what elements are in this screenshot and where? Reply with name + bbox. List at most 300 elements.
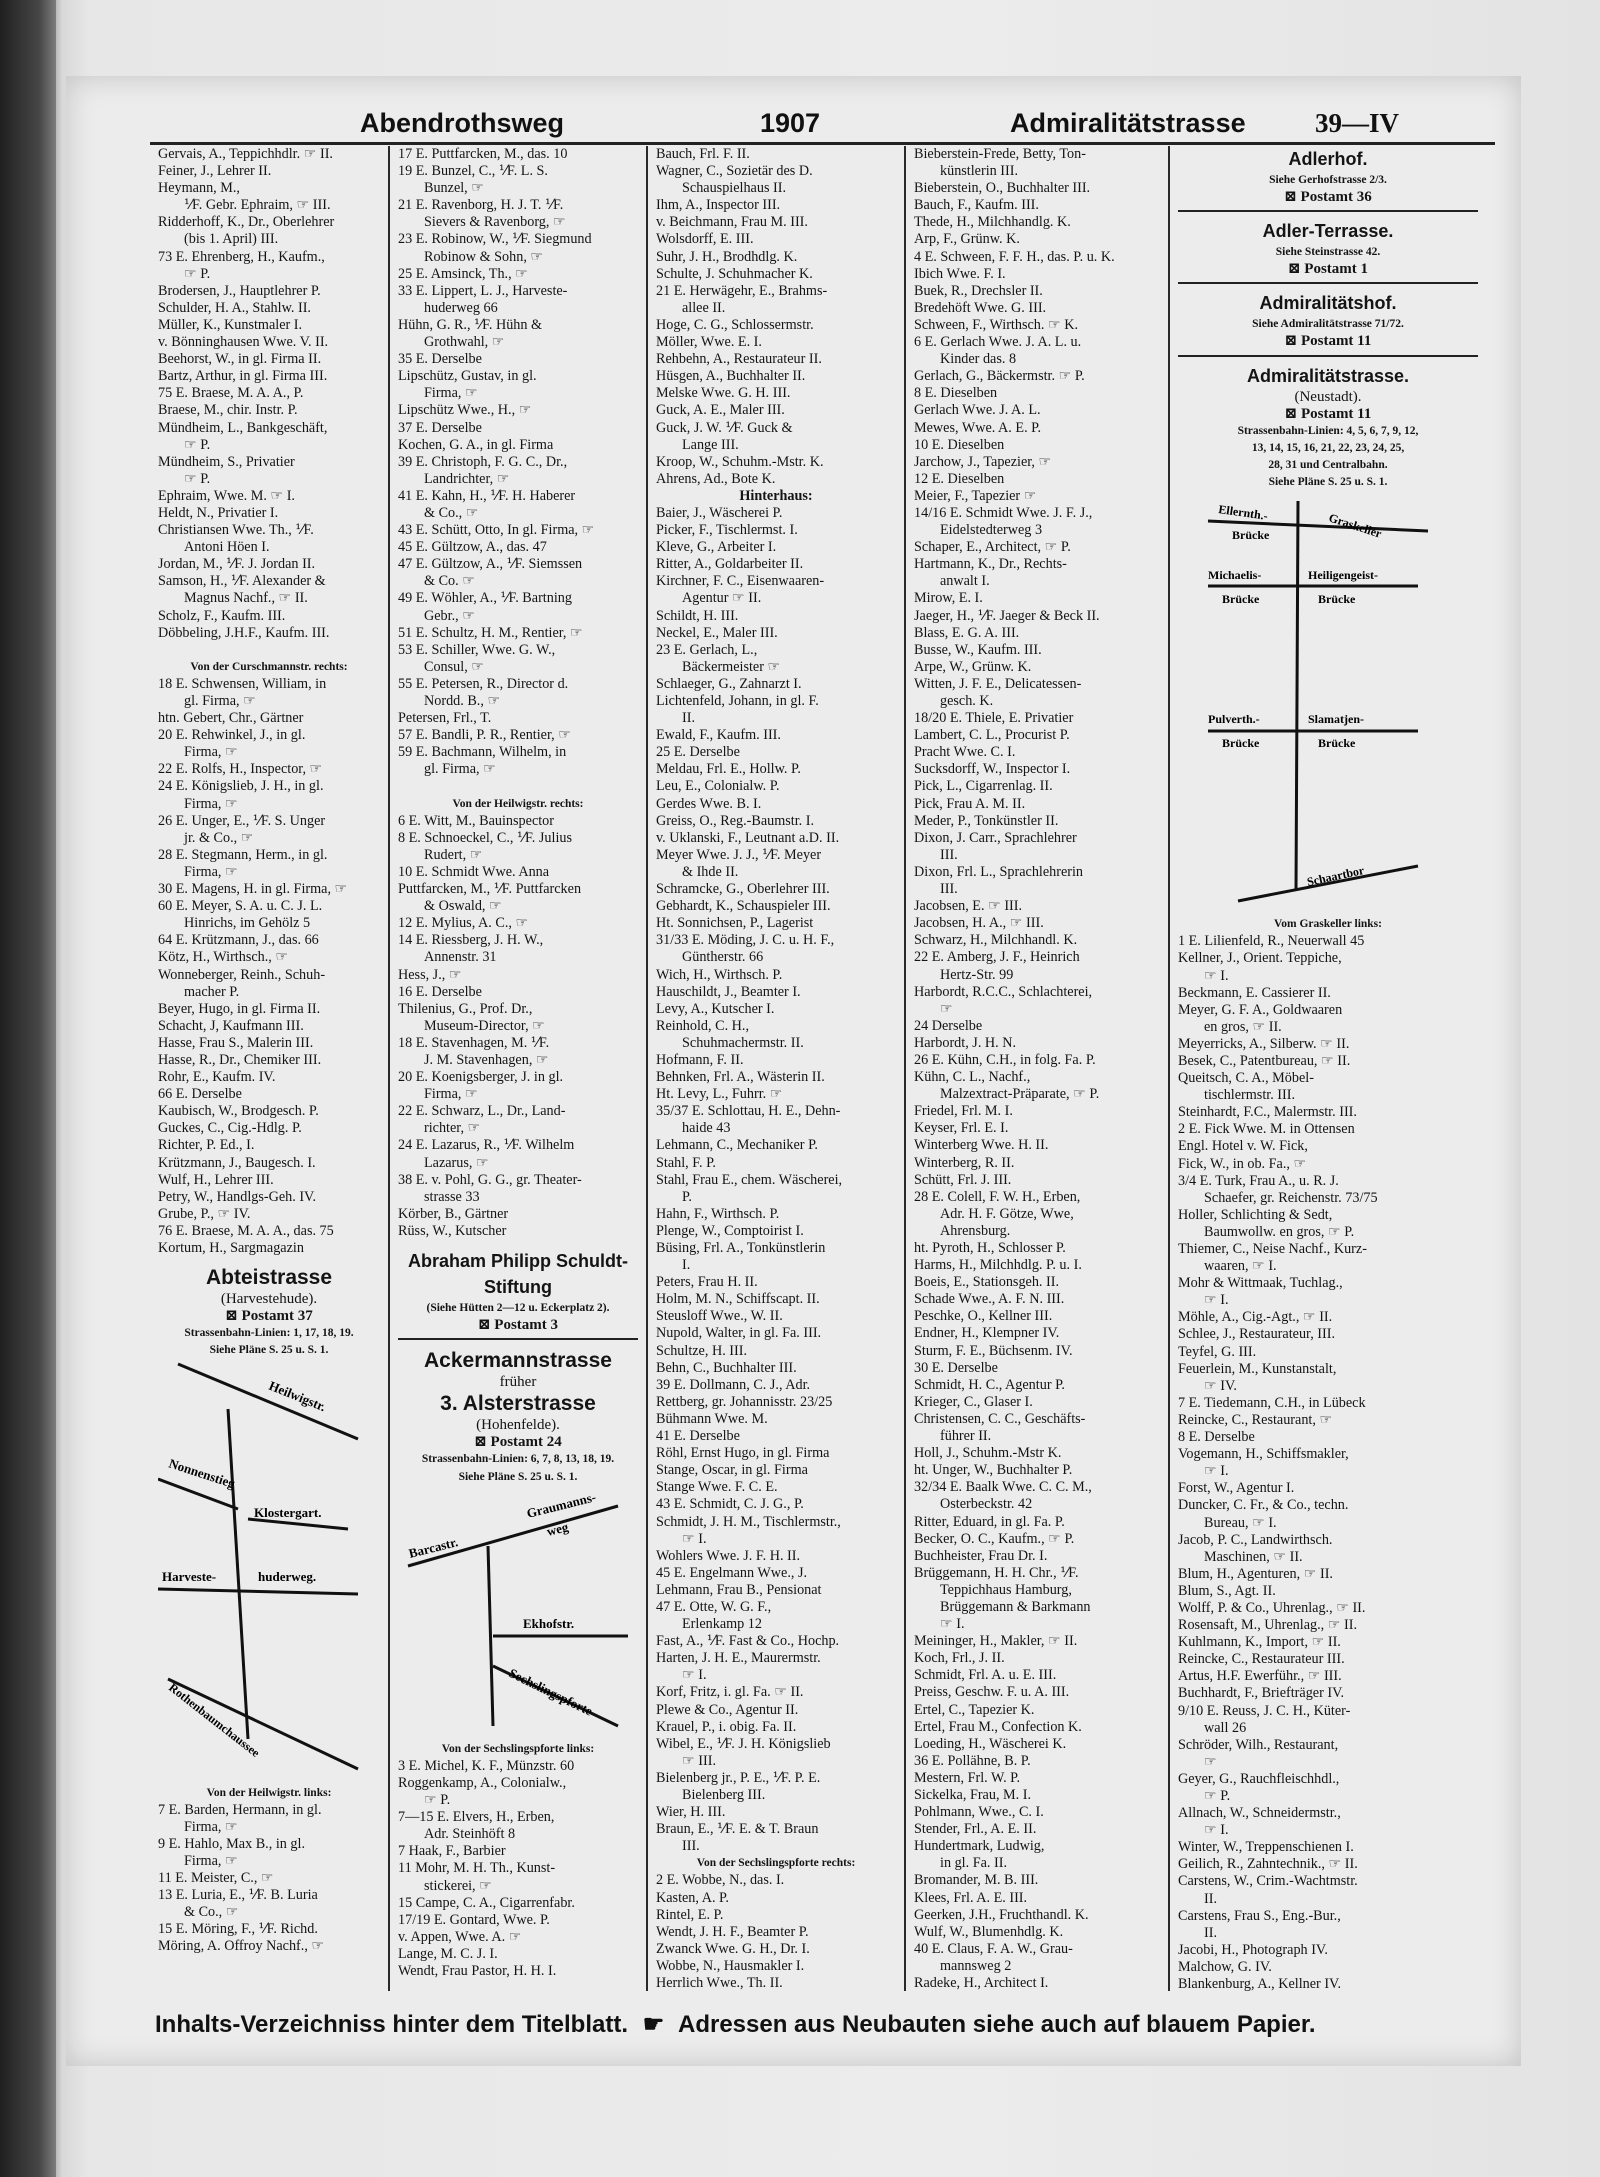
- section-title: Admiralitätshof.: [1259, 293, 1397, 314]
- directory-entry: Schween, F., Wirthsch. ☞ K.: [914, 316, 1079, 333]
- directory-entry: Möller, Wwe. E. I.: [656, 334, 762, 351]
- directory-entry: Lipschütz, Gustav, in gl.: [398, 368, 537, 385]
- directory-entry: Jordan, M., ⅟F. J. Jordan II.: [158, 556, 316, 573]
- street-map-admiralitaetstrasse: [1178, 491, 1478, 911]
- postamt: ⊠ Postamt 37: [225, 1308, 313, 1325]
- section-title-alsterstrasse: 3. Alsterstrasse: [440, 1392, 596, 1416]
- directory-entry: Thilenius, G., Prof. Dr.,: [398, 1000, 533, 1017]
- section-sub: (Siehe Hütten 2—12 u. Eckerplatz 2).: [426, 1302, 610, 1314]
- directory-entry: Heymann, M.,: [158, 180, 240, 197]
- directory-entry: Bauch, F., Kaufm. III.: [914, 197, 1039, 214]
- directory-entry: Carstens, W., Crim.-Wachtmstr.: [1178, 1873, 1358, 1890]
- directory-entry: Wolsdorff, E. III.: [656, 231, 754, 248]
- directory-entry: Duncker, C. Fr., & Co., techn.: [1178, 1497, 1349, 1514]
- directory-entry: Vogemann, H., Schiffsmakler,: [1178, 1446, 1349, 1463]
- directory-entry: 7 Haak, F., Barbier: [398, 1843, 506, 1860]
- directory-entry: Bredehöft Wwe. G. III.: [914, 299, 1047, 316]
- directory-entry: 22 E. Amberg, J. F., Heinrich: [914, 949, 1080, 966]
- section-sub: (Hohenfelde).: [476, 1417, 560, 1434]
- directory-entry: gl. Firma, ☞: [424, 761, 496, 778]
- directory-entry: künstlerin III.: [940, 163, 1019, 180]
- directory-entry: Fick, W., in ob. Fa., ☞: [1178, 1155, 1307, 1172]
- directory-entry: Nupold, Walter, in gl. Fa. III.: [656, 1325, 822, 1342]
- directory-entry: 59 E. Bachmann, Wilhelm, in: [398, 744, 567, 761]
- directory-entry: mannsweg 2: [940, 1957, 1012, 1974]
- directory-entry: Harbordt, J. H. N.: [914, 1034, 1017, 1051]
- directory-entry: III.: [682, 1838, 700, 1855]
- directory-entry: Schmidt, J. H. M., Tischlermstr.,: [656, 1513, 841, 1530]
- directory-entry: ☞ I.: [682, 1667, 707, 1684]
- map-road: [178, 1364, 358, 1439]
- directory-entry: Brüggemann, H. H. Chr., ⅟F.: [914, 1564, 1079, 1581]
- directory-entry: 24 Derselbe: [914, 1017, 983, 1034]
- directory-entry: Müller, K., Kunstmaler I.: [158, 316, 303, 333]
- directory-entry: Loeding, H., Wäscherei K.: [914, 1735, 1067, 1752]
- directory-entry: Thiemer, C., Neise Nachf., Kurz-: [1178, 1241, 1367, 1257]
- directory-entry: Christiansen Wwe. Th., ⅟F.: [158, 522, 314, 539]
- directory-entry: Plewe & Co., Agentur II.: [656, 1701, 799, 1718]
- directory-entry: Eidelstedterweg 3: [940, 522, 1043, 539]
- directory-entry: Carstens, Frau S., Eng.-Bur.,: [1178, 1907, 1341, 1924]
- header-left-street: Abendrothsweg: [360, 108, 565, 138]
- directory-entry: Hertz-Str. 99: [940, 966, 1014, 983]
- directory-entry: strasse 33: [424, 1188, 480, 1205]
- map-label: Ellernth.-: [1217, 502, 1269, 524]
- directory-entry: Samson, H., ⅟F. Alexander &: [158, 573, 326, 590]
- directory-entry: 40 E. Claus, F. A. W., Grau-: [914, 1940, 1073, 1957]
- directory-entry: Zwanck Wwe. G. H., Dr. I.: [656, 1940, 810, 1957]
- directory-entry: Von der Heilwigstr. rechts:: [452, 797, 584, 810]
- directory-entry: ht. Pyroth, H., Schlosser P.: [914, 1240, 1066, 1256]
- directory-entry: Blass, E. G. A. III.: [914, 624, 1020, 641]
- directory-entry: Ibich Wwe. F. I.: [914, 265, 1006, 282]
- directory-entry: 17/19 E. Gontard, Wwe. P.: [398, 1911, 550, 1928]
- directory-entry: 55 E. Petersen, R., Director d.: [398, 675, 569, 692]
- directory-entry: Agentur ☞ II.: [682, 590, 762, 607]
- directory-entry: Schwarz, H., Milchhandl. K.: [914, 932, 1078, 949]
- directory-entry: 45 E. Engelmann Wwe., J.: [656, 1564, 808, 1581]
- directory-entry: Beyer, Hugo, in gl. Firma II.: [158, 1000, 321, 1017]
- tram-lines: 28, 31 und Centralbahn.: [1268, 458, 1388, 471]
- directory-entry: ☞ P.: [1204, 1788, 1231, 1804]
- postamt: ⊠ Postamt 3: [477, 1317, 559, 1334]
- footer-right-note: Adressen aus Neubauten siehe auch auf blauem Papier.: [677, 2011, 1316, 2038]
- directory-entry: 66 E. Derselbe: [158, 1086, 242, 1103]
- directory-entry: Adr. H. F. Götze, Wwe,: [940, 1205, 1074, 1222]
- directory-entry: Kellner, J., Orient. Teppiche,: [1178, 950, 1342, 967]
- column-5-sections: [1178, 146, 1478, 357]
- directory-entry: Koch, Frl., J. II.: [914, 1650, 1005, 1667]
- directory-entry: jr. & Co., ☞: [184, 829, 254, 846]
- directory-entry: Picker, F., Tischlermst. I.: [656, 522, 798, 539]
- directory-entry: allee II.: [682, 299, 726, 316]
- directory-entry: Wonneberger, Reinh., Schuh-: [158, 966, 326, 983]
- directory-entry: Neckel, E., Maler III.: [656, 624, 778, 641]
- directory-entry: Schultze, H. III.: [656, 1342, 748, 1359]
- directory-entry: Magnus Nachf., ☞ II.: [184, 590, 308, 607]
- directory-entry: Puttfarcken, M., ⅟F. Puttfarcken: [398, 881, 582, 898]
- directory-entry: Jarchow, J., Tapezier, ☞: [914, 453, 1052, 470]
- directory-entry: Busse, W., Kaufm. III.: [914, 641, 1042, 658]
- directory-entry: Rettberg, gr. Johannisstr. 23/25: [656, 1393, 833, 1410]
- directory-entry: Gerdes Wwe. B. I.: [656, 795, 762, 812]
- column-divider: [646, 146, 648, 1991]
- directory-entry: 15 E. Möring, F., ⅟F. Richd.: [158, 1921, 318, 1938]
- directory-entry: gl. Firma, ☞: [184, 693, 256, 709]
- directory-entry: II.: [682, 710, 695, 727]
- directory-entry: 21 E. Ravenborg, H. J. T. ⅟F.: [398, 197, 564, 214]
- directory-entry: Stahl, F. P.: [656, 1154, 716, 1171]
- directory-entry: 6 E. Gerlach Wwe. J. A. L. u.: [914, 334, 1082, 351]
- directory-entry: Rüss, W., Kutscher: [398, 1222, 507, 1239]
- directory-entry: Brodersen, J., Hauptlehrer P.: [158, 282, 321, 299]
- directory-entry: gesch. K.: [940, 693, 994, 709]
- directory-entry: Gebhardt, K., Schauspieler III.: [656, 898, 831, 915]
- directory-entry: Melske Wwe. G. H. III.: [656, 385, 791, 402]
- directory-entry: Ertel, C., Tapezier K.: [914, 1701, 1035, 1718]
- directory-entry: Firma, ☞: [424, 385, 478, 402]
- directory-entry: Stange Wwe. F. C. E.: [656, 1479, 778, 1496]
- directory-entry: stickerei, ☞: [424, 1877, 492, 1894]
- column-divider: [1168, 146, 1170, 1991]
- directory-entry: Kleve, G., Arbeiter I.: [656, 539, 777, 556]
- directory-entry: Lipschütz Wwe., H., ☞: [398, 402, 532, 419]
- map-label: Graumanns-: [525, 1488, 598, 1521]
- directory-entry: 7 E. Tiedemann, C.H., in Lübeck: [1178, 1394, 1366, 1411]
- directory-entry: Beehorst, W., in gl. Firma II.: [158, 351, 322, 368]
- directory-entry: huderweg 66: [424, 299, 498, 316]
- directory-entry: Hasse, R., Dr., Chemiker III.: [158, 1051, 322, 1068]
- directory-entry: ☞ I.: [1204, 1463, 1229, 1480]
- directory-entry: 23 E. Gerlach, L.,: [656, 641, 758, 658]
- directory-entry: & Ihde II.: [682, 863, 739, 880]
- directory-entry: 14/16 E. Schmidt Wwe. J. F. J.,: [914, 504, 1093, 521]
- map-label: Graskeller: [1327, 510, 1384, 541]
- directory-entry: ☞ I.: [940, 1616, 965, 1633]
- page-number: 39—IV: [1315, 108, 1400, 138]
- directory-entry: Hahn, F., Wirthsch. P.: [656, 1205, 780, 1222]
- directory-entry: richter, ☞: [424, 1120, 481, 1137]
- directory-entry: 6 E. Witt, M., Bauinspector: [398, 812, 554, 829]
- directory-entry: Harms, H., Milchhdlg. P. u. I.: [914, 1257, 1082, 1274]
- directory-entry: 37 E. Derselbe: [398, 419, 482, 436]
- directory-entry: Meldau, Frl. E., Hollw. P.: [656, 761, 801, 778]
- map-label: Brücke: [1232, 528, 1270, 543]
- directory-entry: 9/10 E. Reuss, J. C. H., Küter-: [1178, 1702, 1351, 1719]
- directory-entry: 60 E. Meyer, S. A. u. C. J. L.: [158, 898, 323, 915]
- directory-entry: ☞ III.: [682, 1752, 716, 1769]
- directory-entry: Brüggemann & Barkmann: [940, 1598, 1091, 1615]
- directory-entry: Ihm, A., Inspector III.: [656, 197, 781, 214]
- section-postamt: ⊠ Postamt 11: [1284, 333, 1372, 350]
- directory-entry: 57 E. Bandli, P. R., Rentier, ☞: [398, 727, 571, 744]
- directory-entry: Leu, E., Colonialw. P.: [656, 778, 780, 795]
- map-label: Ekhofstr.: [523, 1615, 575, 1631]
- directory-entry: Lazarus, ☞: [424, 1154, 489, 1171]
- directory-entry: Adr. Steinhöft 8: [424, 1826, 516, 1843]
- book-binding: [0, 0, 56, 2177]
- directory-entry: Witten, J. F. E., Delicatessen-: [914, 675, 1082, 692]
- directory-entry: Ahrens, Ad., Bote K.: [656, 470, 776, 487]
- directory-entry: Steinhardt, F.C., Malermstr. III.: [1178, 1104, 1357, 1121]
- directory-entry: 16 E. Derselbe: [398, 983, 482, 1000]
- directory-entry: in gl. Fa. II.: [940, 1855, 1007, 1872]
- directory-entry: Hauschildt, J., Beamter I.: [656, 983, 801, 1000]
- directory-entry: Petersen, Frl., T.: [398, 710, 492, 727]
- directory-entry: Winterberg Wwe. H. II.: [914, 1137, 1049, 1154]
- directory-entry: Friedel, Frl. M. I.: [914, 1103, 1013, 1120]
- directory-entry: 17 E. Puttfarcken, M., das. 10: [398, 146, 568, 162]
- directory-entry: Güntherstr. 66: [682, 949, 764, 966]
- directory-entry: Dixon, J. Carr., Sprachlehrer: [914, 829, 1077, 846]
- column-4: [914, 146, 1160, 1991]
- directory-entry: Schaper, E., Architect, ☞ P.: [914, 539, 1071, 556]
- directory-entry: 12 E. Dieselben: [914, 470, 1005, 487]
- directory-entry: Schmidt, Frl. A. u. E. III.: [914, 1667, 1057, 1684]
- directory-entry: Korf, Fritz, i. gl. Fa. ☞ II.: [656, 1684, 804, 1701]
- directory-entry: Firma, ☞: [184, 744, 238, 761]
- directory-entry: Nordd. B., ☞: [424, 693, 501, 709]
- directory-entry: 4 E. Schween, F. F. H., das. P. u. K.: [914, 248, 1115, 265]
- tram-lines: Strassenbahn-Linien: 4, 5, 6, 7, 9, 12,: [1237, 424, 1419, 437]
- directory-entry: Heldt, N., Privatier I.: [158, 504, 279, 521]
- directory-entry: 32/34 E. Baalk Wwe. C. C. M.,: [914, 1479, 1092, 1496]
- directory-entry: Firma, ☞: [184, 1818, 238, 1835]
- directory-entry: v. Appen, Wwe. A. ☞: [398, 1928, 522, 1945]
- directory-entry: Buek, R., Drechsler II.: [914, 282, 1043, 299]
- map-label: Pulverth.-: [1208, 712, 1260, 727]
- directory-entry: Schade Wwe., A. F. N. III.: [914, 1291, 1065, 1308]
- plan-ref: Siehe Pläne S. 25 u. S. 1.: [209, 1344, 329, 1357]
- directory-entry: Ht. Sonnichsen, P., Lagerist: [656, 915, 814, 932]
- directory-entry: Reincke, C., Restaurant, ☞: [1178, 1411, 1333, 1428]
- directory-entry: Meder, P., Tonkünstler II.: [914, 812, 1059, 829]
- directory-entry: Hofmann, F. II.: [656, 1051, 744, 1068]
- directory-entry: Becker, O. C., Kaufm., ☞ P.: [914, 1530, 1075, 1547]
- directory-entry: Wagner, C., Sozietär des D.: [656, 163, 813, 180]
- directory-entry: Wendt, Frau Pastor, H. H. I.: [398, 1962, 557, 1979]
- street-map-ackermannstrasse: [398, 1486, 638, 1736]
- column-divider: [388, 146, 390, 1991]
- directory-entry: Hüsgen, A., Buchhalter II.: [656, 368, 806, 385]
- directory-entry: Grothwahl, ☞: [424, 334, 505, 351]
- directory-entry: Rudert, ☞: [424, 846, 483, 863]
- directory-entry: 36 E. Pollähne, B. P.: [914, 1752, 1031, 1769]
- directory-entry: 10 E. Schmidt Wwe. Anna: [398, 863, 550, 880]
- directory-entry: Stahl, Frau E., chem. Wäscherei,: [656, 1171, 843, 1188]
- directory-entry: Jacob, P. C., Landwirthsch.: [1178, 1531, 1333, 1548]
- column-2: [398, 146, 638, 1991]
- directory-entry: 8 E. Dieselben: [914, 385, 998, 402]
- directory-entry: Ertel, Frau M., Confection K.: [914, 1718, 1082, 1735]
- directory-entry: 19 E. Bunzel, C., ⅟F. L. S.: [398, 163, 548, 180]
- map-label: Brücke: [1318, 592, 1356, 607]
- directory-entry: Baumwollw. en gros, ☞ P.: [1204, 1223, 1355, 1240]
- directory-entry: 47 E. Otte, W. G. F.,: [656, 1598, 772, 1615]
- directory-entry: htn. Gebert, Chr., Gärtner: [158, 710, 304, 727]
- directory-entry: & Co., ☞: [424, 504, 479, 521]
- section-title-ackermannstrasse: Ackermannstrasse: [424, 1349, 612, 1373]
- directory-entry: 21 E. Herwägehr, E., Brahms-: [656, 282, 828, 299]
- directory-entry: Schuhmachermstr. II.: [682, 1034, 804, 1051]
- directory-entry: Hasse, Frau S., Malerin III.: [158, 1034, 314, 1051]
- header-right-street: Admiralitätstrasse: [1010, 108, 1246, 138]
- directory-entry: Sturm, F. E., Büchsenm. IV.: [914, 1342, 1073, 1359]
- directory-entry: J. M. Stavenhagen, ☞: [424, 1051, 549, 1068]
- tram-lines: Strassenbahn-Linien: 6, 7, 8, 13, 18, 19.: [421, 1453, 615, 1466]
- section-title-schuldt-stiftung: Abraham Philipp Schuldt-: [407, 1251, 628, 1271]
- directory-entry: ☞ I.: [682, 1530, 707, 1547]
- directory-entry: Guck, J. W. ⅟F. Guck &: [656, 419, 793, 436]
- directory-entry: Rohr, E., Kaufm. IV.: [158, 1069, 276, 1086]
- directory-entry: ☞ P.: [184, 470, 211, 487]
- directory-entry: Grube, P., ☞ IV.: [158, 1205, 251, 1222]
- directory-entry: Plenge, W., Comptoirist I.: [656, 1222, 804, 1239]
- section-title-abteistrasse: Abteistrasse: [205, 1266, 333, 1290]
- directory-entry: 3/4 E. Turk, Frau A., u. R. J.: [1178, 1172, 1339, 1189]
- directory-entry: Kühn, C. L., Nachf.,: [914, 1069, 1031, 1086]
- directory-entry: 30 E. Magens, H. in gl. Firma, ☞: [158, 881, 348, 898]
- directory-entry: Geerken, J.H., Fruchthandl. K.: [914, 1906, 1089, 1923]
- directory-entry: & Co., ☞: [184, 1904, 239, 1921]
- directory-entry: Lambert, C. L., Procurist P.: [914, 727, 1070, 744]
- directory-entry: II.: [1204, 1890, 1217, 1907]
- directory-entry: Hühn, G. R., ⅟F. Hühn &: [398, 316, 543, 333]
- directory-entry: Hartmann, K., Dr., Rechts-: [914, 556, 1067, 573]
- column-1-entries: [158, 146, 380, 1257]
- directory-entry: Teppichhaus Hamburg,: [940, 1581, 1072, 1598]
- directory-entry: 22 E. Schwarz, L., Dr., Land-: [398, 1103, 566, 1120]
- directory-entry: Bäckermeister ☞: [682, 658, 781, 675]
- column-divider: [904, 146, 906, 1991]
- directory-entry: ☞ P.: [184, 436, 211, 453]
- directory-entry: Blum, S., Agt. II.: [1178, 1582, 1276, 1599]
- directory-entry: macher P.: [184, 983, 240, 1000]
- directory-entry: 14 E. Riessberg, J. H. W.,: [398, 932, 544, 949]
- section-sub: Siehe Gerhofstrasse 2/3.: [1269, 174, 1387, 186]
- directory-entry: Firma, ☞: [184, 1852, 238, 1869]
- directory-entry: Artus, H.F. Ewerführ., ☞ III.: [1178, 1668, 1342, 1685]
- directory-entry: Wulf, W., Blumenhdlg. K.: [914, 1923, 1064, 1940]
- directory-entry: 49 E. Wöhler, A., ⅟F. Bartning: [398, 590, 572, 607]
- directory-entry: 22 E. Rolfs, H., Inspector, ☞: [158, 761, 323, 778]
- directory-entry: Schildt, H. III.: [656, 607, 739, 624]
- directory-entry: en gros, ☞ II.: [1204, 1018, 1282, 1035]
- directory-entry: ☞: [940, 1000, 953, 1017]
- section-postamt: ⊠ Postamt 1: [1287, 261, 1369, 278]
- directory-entry: Beckmann, E. Cassierer II.: [1178, 984, 1331, 1001]
- postamt: ⊠ Postamt 11: [1284, 405, 1372, 422]
- page-header: [110, 108, 1500, 138]
- directory-entry: Mirow, E. I.: [914, 590, 983, 607]
- directory-entry: Lange, M. C. J. I.: [398, 1945, 498, 1962]
- directory-entry: Von der Curschmannstr. rechts:: [190, 660, 348, 673]
- directory-entry: 18 E. Stavenhagen, M. ⅟F.: [398, 1034, 550, 1051]
- section-sub: früher: [499, 1374, 537, 1391]
- directory-entry: 76 E. Braese, M. A. A., das. 75: [158, 1222, 334, 1239]
- directory-entry: Schulte, J. Schuhmacher K.: [656, 265, 813, 282]
- section-title-schuldt-stiftung-2: Stiftung: [484, 1277, 552, 1297]
- column-2-tail-entries: [398, 1741, 638, 1980]
- directory-entry: Fast, A., ⅟F. Fast & Co., Hochp.: [656, 1633, 840, 1650]
- directory-entry: Pracht Wwe. C. I.: [914, 744, 1016, 761]
- directory-entry: 39 E. Dollmann, C. J., Adr.: [656, 1376, 811, 1393]
- directory-entry: Bromander, M. B. III.: [914, 1872, 1039, 1889]
- section-sub: Siehe Steinstrasse 42.: [1275, 246, 1381, 259]
- page-footer: [155, 2010, 1495, 2040]
- directory-entry: Keyser, Frl. E. I.: [914, 1120, 1009, 1137]
- directory-entry: 20 E. Rehwinkel, J., in gl.: [158, 727, 306, 744]
- directory-entry: Feuerlein, M., Kunstanstalt,: [1178, 1360, 1337, 1377]
- column-5-entries: [1178, 916, 1478, 1991]
- directory-entry: Steusloff Wwe., W. II.: [656, 1308, 783, 1325]
- directory-entry: Robinow & Sohn, ☞: [424, 248, 544, 265]
- directory-entry: 35 E. Derselbe: [398, 351, 482, 368]
- directory-entry: Petry, W., Handlgs-Geh. IV.: [158, 1188, 317, 1205]
- directory-entry: Antoni Höen I.: [184, 539, 270, 556]
- map-label: Brücke: [1318, 736, 1356, 751]
- directory-entry: Mündheim, L., Bankgeschäft,: [158, 419, 328, 436]
- directory-entry: Maschinen, ☞ II.: [1204, 1548, 1303, 1565]
- directory-entry: Behnken, Frl. A., Wästerin II.: [656, 1069, 825, 1086]
- directory-entry: 30 E. Derselbe: [914, 1359, 998, 1376]
- directory-entry: Mündheim, S., Privatier: [158, 453, 295, 470]
- directory-entry: Schlaeger, G., Zahnarzt I.: [656, 675, 802, 692]
- section-sub: (Harvestehude).: [220, 1291, 318, 1308]
- map-label: Brücke: [1222, 736, 1260, 751]
- section-sub: (Neustadt).: [1294, 388, 1362, 405]
- directory-entry: Jacobi, H., Photograph IV.: [1178, 1941, 1328, 1958]
- directory-entry: Firma, ☞: [184, 863, 238, 880]
- directory-entry: 43 E. Schmidt, C. J. G., P.: [656, 1496, 804, 1513]
- directory-entry: Pick, Frau A. M. II.: [914, 795, 1026, 812]
- directory-entry: Levy, A., Kutscher I.: [656, 1000, 775, 1017]
- directory-entry: Stender, Frl., A. E. II.: [914, 1821, 1037, 1838]
- directory-entry: 20 E. Koenigsberger, J. in gl.: [398, 1069, 564, 1086]
- directory-entry: Stange, Oscar, in gl. Firma: [656, 1462, 808, 1479]
- directory-entry: 24 E. Königslieb, J. H., in gl.: [158, 778, 324, 795]
- map-label: Schaartbor: [1305, 863, 1366, 890]
- directory-entry: Wobbe, N., Hausmakler I.: [656, 1957, 805, 1974]
- directory-entry: Kinder das. 8: [940, 351, 1017, 368]
- map-label: Michaelis-: [1208, 568, 1262, 583]
- directory-entry: 11 E. Meister, C., ☞: [158, 1870, 274, 1887]
- directory-entry: Schlee, J., Restaurateur, III.: [1178, 1326, 1336, 1343]
- directory-entry: Blum, H., Agenturen, ☞ II.: [1178, 1565, 1333, 1582]
- directory-entry: Kötz, H., Wirthsch., ☞: [158, 949, 289, 966]
- map-label: Nonnenstieg: [167, 1456, 237, 1492]
- directory-entry: Arpe, W., Grünw. K.: [914, 658, 1032, 675]
- directory-entry: Annenstr. 31: [424, 949, 497, 966]
- directory-entry: Geyer, G., Rauchfleischhdl.,: [1178, 1770, 1340, 1787]
- directory-entry: Herrlich Wwe., Th. II.: [656, 1975, 783, 1991]
- directory-entry: Holm, M. N., Schiffscapt. II.: [656, 1291, 820, 1308]
- directory-entry: Meyer Wwe. J. J., ⅟F. Meyer: [656, 846, 822, 863]
- directory-entry: Ridderhoff, K., Dr., Oberlehrer: [158, 214, 335, 231]
- directory-entry: Malzextract-Präparate, ☞ P.: [940, 1086, 1100, 1103]
- directory-entry: 47 E. Gültzow, A., ⅟F. Siemssen: [398, 556, 583, 573]
- directory-entry: Wulf, H., Lehrer III.: [158, 1171, 274, 1188]
- directory-entry: Reinhold, C. H.,: [656, 1017, 750, 1034]
- directory-entry: Blankenburg, A., Kellner IV.: [1178, 1976, 1342, 1991]
- directory-entry: haide 43: [682, 1120, 731, 1137]
- directory-entry: III.: [940, 881, 958, 898]
- directory-entry: Bartz, Arthur, in gl. Firma III.: [158, 368, 328, 385]
- directory-entry: Harten, J. H. E., Maurermstr.: [656, 1650, 821, 1667]
- directory-entry: 31/33 E. Möding, J. C. u. H. F.,: [656, 932, 835, 949]
- directory-entry: 75 E. Braese, M. A. A., P.: [158, 385, 304, 402]
- directory-entry: Rehbehn, A., Restaurateur II.: [656, 351, 822, 368]
